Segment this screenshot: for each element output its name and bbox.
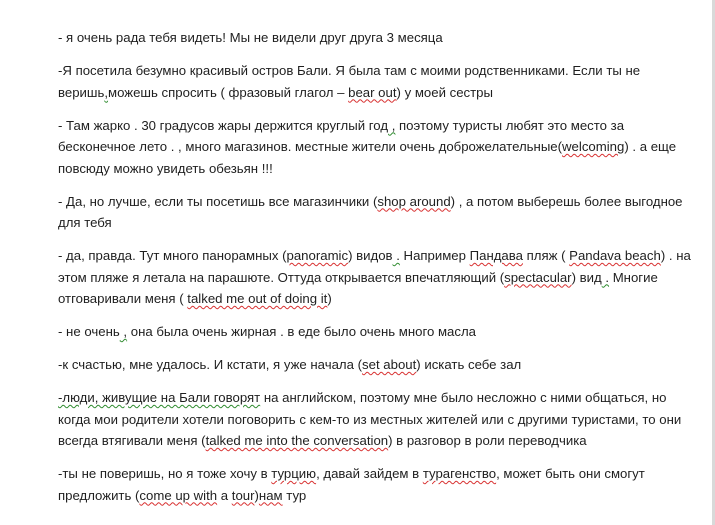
grammar-error-text: -люди, живущие на Бали говорят bbox=[58, 390, 261, 405]
text-run: она была очень жирная . в еде было очень много масла bbox=[127, 324, 476, 339]
document-body[interactable] bbox=[58, 27, 698, 518]
text-run: поэтому туристы любят это место за бесконечное лето . , много магазинов. местные жители очень доброжелательные( bbox=[58, 117, 625, 154]
text-run: - я очень рада тебя видеть! Мы не видели друг друга 3 месяца bbox=[58, 30, 443, 45]
text-run: Многие отговаривали меня ( bbox=[58, 269, 658, 306]
text-run: -к счастью, мне удалось. И кстати, я уже начала ( bbox=[58, 357, 363, 372]
grammar-error-text: . bbox=[392, 248, 400, 263]
text-run: -ты не поверишь, но я тоже хочу в bbox=[58, 466, 272, 481]
text-run: ) . на этом пляже я летала на парашюте. Оттуда открывается впечатляющий ( bbox=[58, 248, 691, 285]
spelling-error-text: нам bbox=[258, 487, 283, 503]
text-run: ) в разговор в роли переводчика bbox=[388, 433, 587, 448]
spelling-error-text: турагенство bbox=[422, 466, 497, 481]
spelling-error-text: турцию bbox=[271, 466, 317, 481]
text-run: ) . а еще повсюду можно увидеть обезьян !!! bbox=[58, 139, 677, 176]
spelling-error-text: panoramic bbox=[286, 248, 349, 263]
text-run: , может быть они смогут предложить ( bbox=[58, 466, 645, 503]
text-run: - да, правда. Тут много панорамных ( bbox=[58, 248, 287, 263]
spelling-error-text: come up with bbox=[139, 487, 218, 503]
text-run: ) искать себе зал bbox=[416, 357, 522, 372]
text-run: ) видов bbox=[348, 248, 393, 263]
spelling-error-text: Пандава bbox=[469, 248, 523, 263]
text-run: ) bbox=[254, 487, 259, 503]
spelling-error-text: tour bbox=[231, 487, 255, 503]
spelling-error-text: shop around bbox=[377, 193, 451, 209]
text-run: Например bbox=[399, 248, 470, 263]
text-run: - Там жарко . 30 градусов жары держится круглый год bbox=[58, 117, 389, 133]
spelling-error-text: talked me into the conversation bbox=[205, 433, 389, 448]
spelling-error-text: welcoming bbox=[562, 139, 625, 154]
text-run: можешь спросить ( фразовый глагол – bbox=[108, 84, 349, 100]
text-run: ) вид bbox=[571, 269, 602, 285]
dialogue-paragraph[interactable] bbox=[58, 321, 698, 343]
dialogue-paragraph[interactable] bbox=[58, 60, 698, 103]
spelling-error-text: Pandava beach bbox=[569, 248, 661, 263]
text-run: - не очень bbox=[58, 324, 120, 339]
text-run: - Да, но лучше, если ты посетишь все магазинчики ( bbox=[58, 193, 378, 209]
spelling-error-text: set about bbox=[362, 357, 417, 372]
text-run: ) bbox=[327, 291, 332, 306]
dialogue-paragraph[interactable] bbox=[58, 354, 698, 376]
dialogue-paragraph[interactable] bbox=[58, 463, 698, 506]
text-run: a bbox=[217, 487, 232, 503]
spelling-error-text: bear out bbox=[348, 84, 397, 100]
dialogue-paragraph[interactable] bbox=[58, 27, 698, 49]
dialogue-paragraph[interactable] bbox=[58, 191, 698, 234]
text-run: тур bbox=[282, 487, 307, 503]
grammar-error-text: , bbox=[388, 117, 396, 133]
dialogue-paragraph[interactable] bbox=[58, 387, 698, 452]
grammar-error-text: , bbox=[119, 324, 128, 339]
dialogue-paragraph[interactable] bbox=[58, 115, 698, 180]
dialogue-paragraph[interactable] bbox=[58, 245, 698, 310]
text-run: -Я посетила безумно красивый остров Бали. Я была там с моими родственниками. Если ты не веришь bbox=[58, 63, 641, 100]
text-run: ) у моей сестры bbox=[396, 84, 493, 100]
spelling-error-text: spectacular bbox=[504, 269, 572, 285]
grammar-error-text: , bbox=[104, 84, 109, 100]
spelling-error-text: talked me out of doing it bbox=[187, 291, 328, 306]
text-run: ) , а потом выберешь более выгодное для тебя bbox=[58, 193, 683, 230]
text-run: пляж ( bbox=[522, 248, 570, 263]
text-run: на английском, поэтому мне было несложно с ними общаться, но когда мои родители хотели поговорить с кем-то из местных жителей или с другими туристами, то они всегда втягивали меня ( bbox=[58, 390, 682, 448]
grammar-error-text: . bbox=[601, 269, 610, 285]
text-run: , давай зайдем в bbox=[316, 466, 423, 481]
